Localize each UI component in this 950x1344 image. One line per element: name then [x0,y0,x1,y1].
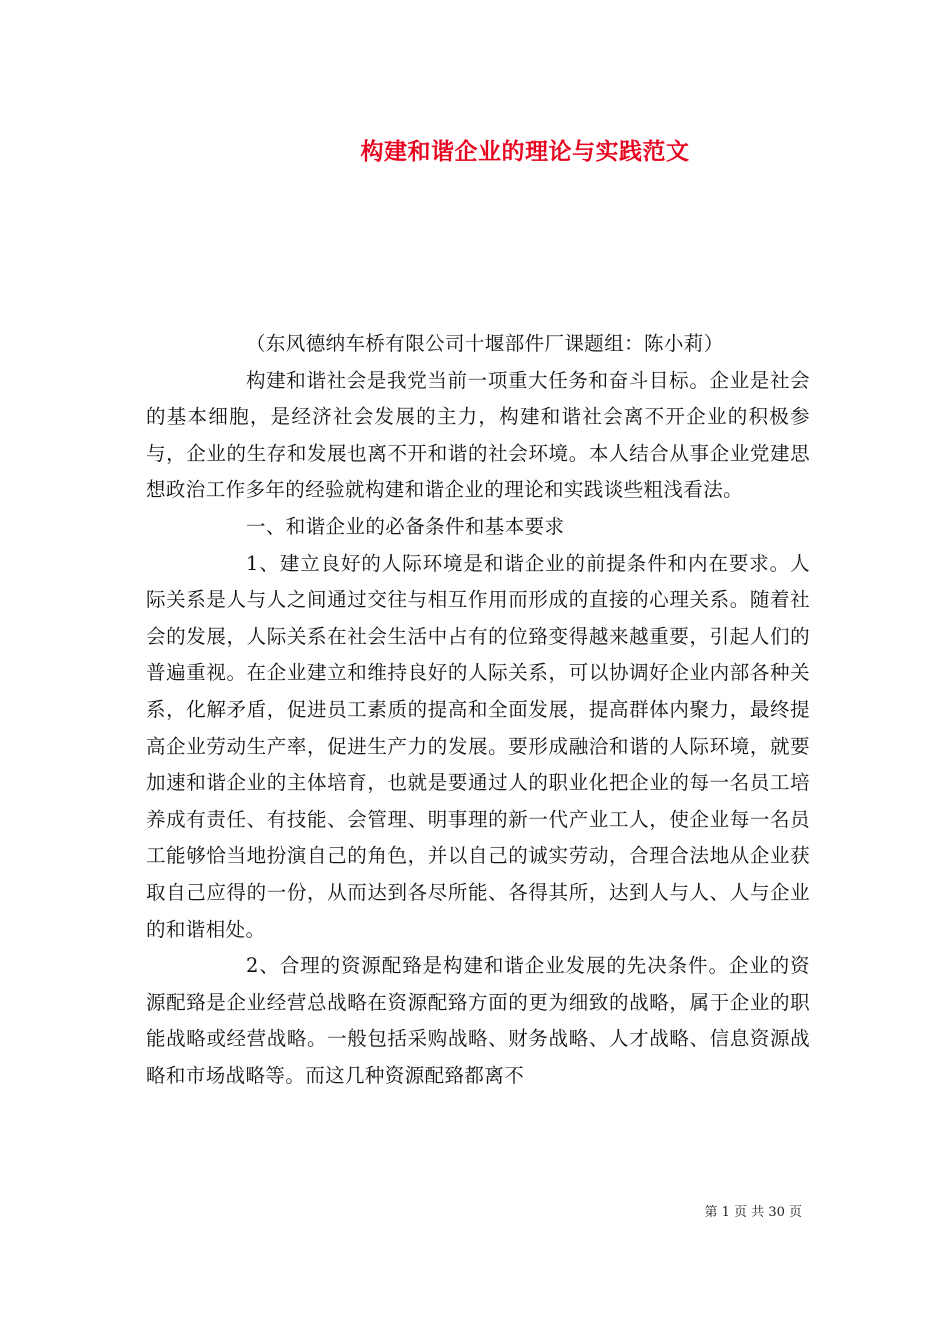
author-line: （东风德纳车桥有限公司十堰部件厂课题组：陈小莉） [246,332,724,355]
paragraph: 1、建立良好的人际环境是和谐企业的前提条件和内在要求。人际关系是人与人之间通过交往与相互作用而形成的直接的心理关系。随着社会的发展，人际关系在社会生活中占有的位臵变得越来越重要，引起人们的普遍重视。在企业建立和维持良好的人际关系，可以协调好企业内部各种关系，化解矛盾，促进员工素质的提高和全面发展，提高群体内聚力，最终提高企业劳动生产率，促进生产力的发展。要形成融洽和谐的人际环境，就要加速和谐企业的主体培育，也就是要通过人的职业化把企业的每一名员工培养成有责任、有技能、会管理、明事理的新一代产业工人，使企业每一名员工能够恰当地扮演自己的角色，并以自己的诚实劳动，合理合法地从企业获取自己应得的一份，从而达到各尽所能、各得其所，达到人与人、人与企业的和谐相处。 [146,551,810,941]
section-heading: 一、和谐企业的必备条件和基本要求 [246,514,565,538]
paragraph: 2、合理的资源配臵是构建和谐企业发展的先决条件。企业的资源配臵是企业经营总战略在资源配臵方面的更为细致的战略，属于企业的职能战略或经营战略。一般包括采购战略、财务战略、人才战略、信息资源战略和市场战略等。而这几种资源配臵都离不 [146,954,810,1087]
document-body [146,326,810,1094]
page-number: 第 1 页 共 30 页 [704,1205,802,1220]
paragraph: 构建和谐社会是我党当前一项重大任务和奋斗目标。企业是社会的基本细胞，是经济社会发展的主力，构建和谐社会离不开企业的积极参与，企业的生存和发展也离不开和谐的社会环境。本人结合从事企业党建思想政治工作多年的经验就构建和谐企业的理论和实践谈些粗浅看法。 [146,368,810,502]
document-title: 构建和谐企业的理论与实践范文 [360,138,690,165]
